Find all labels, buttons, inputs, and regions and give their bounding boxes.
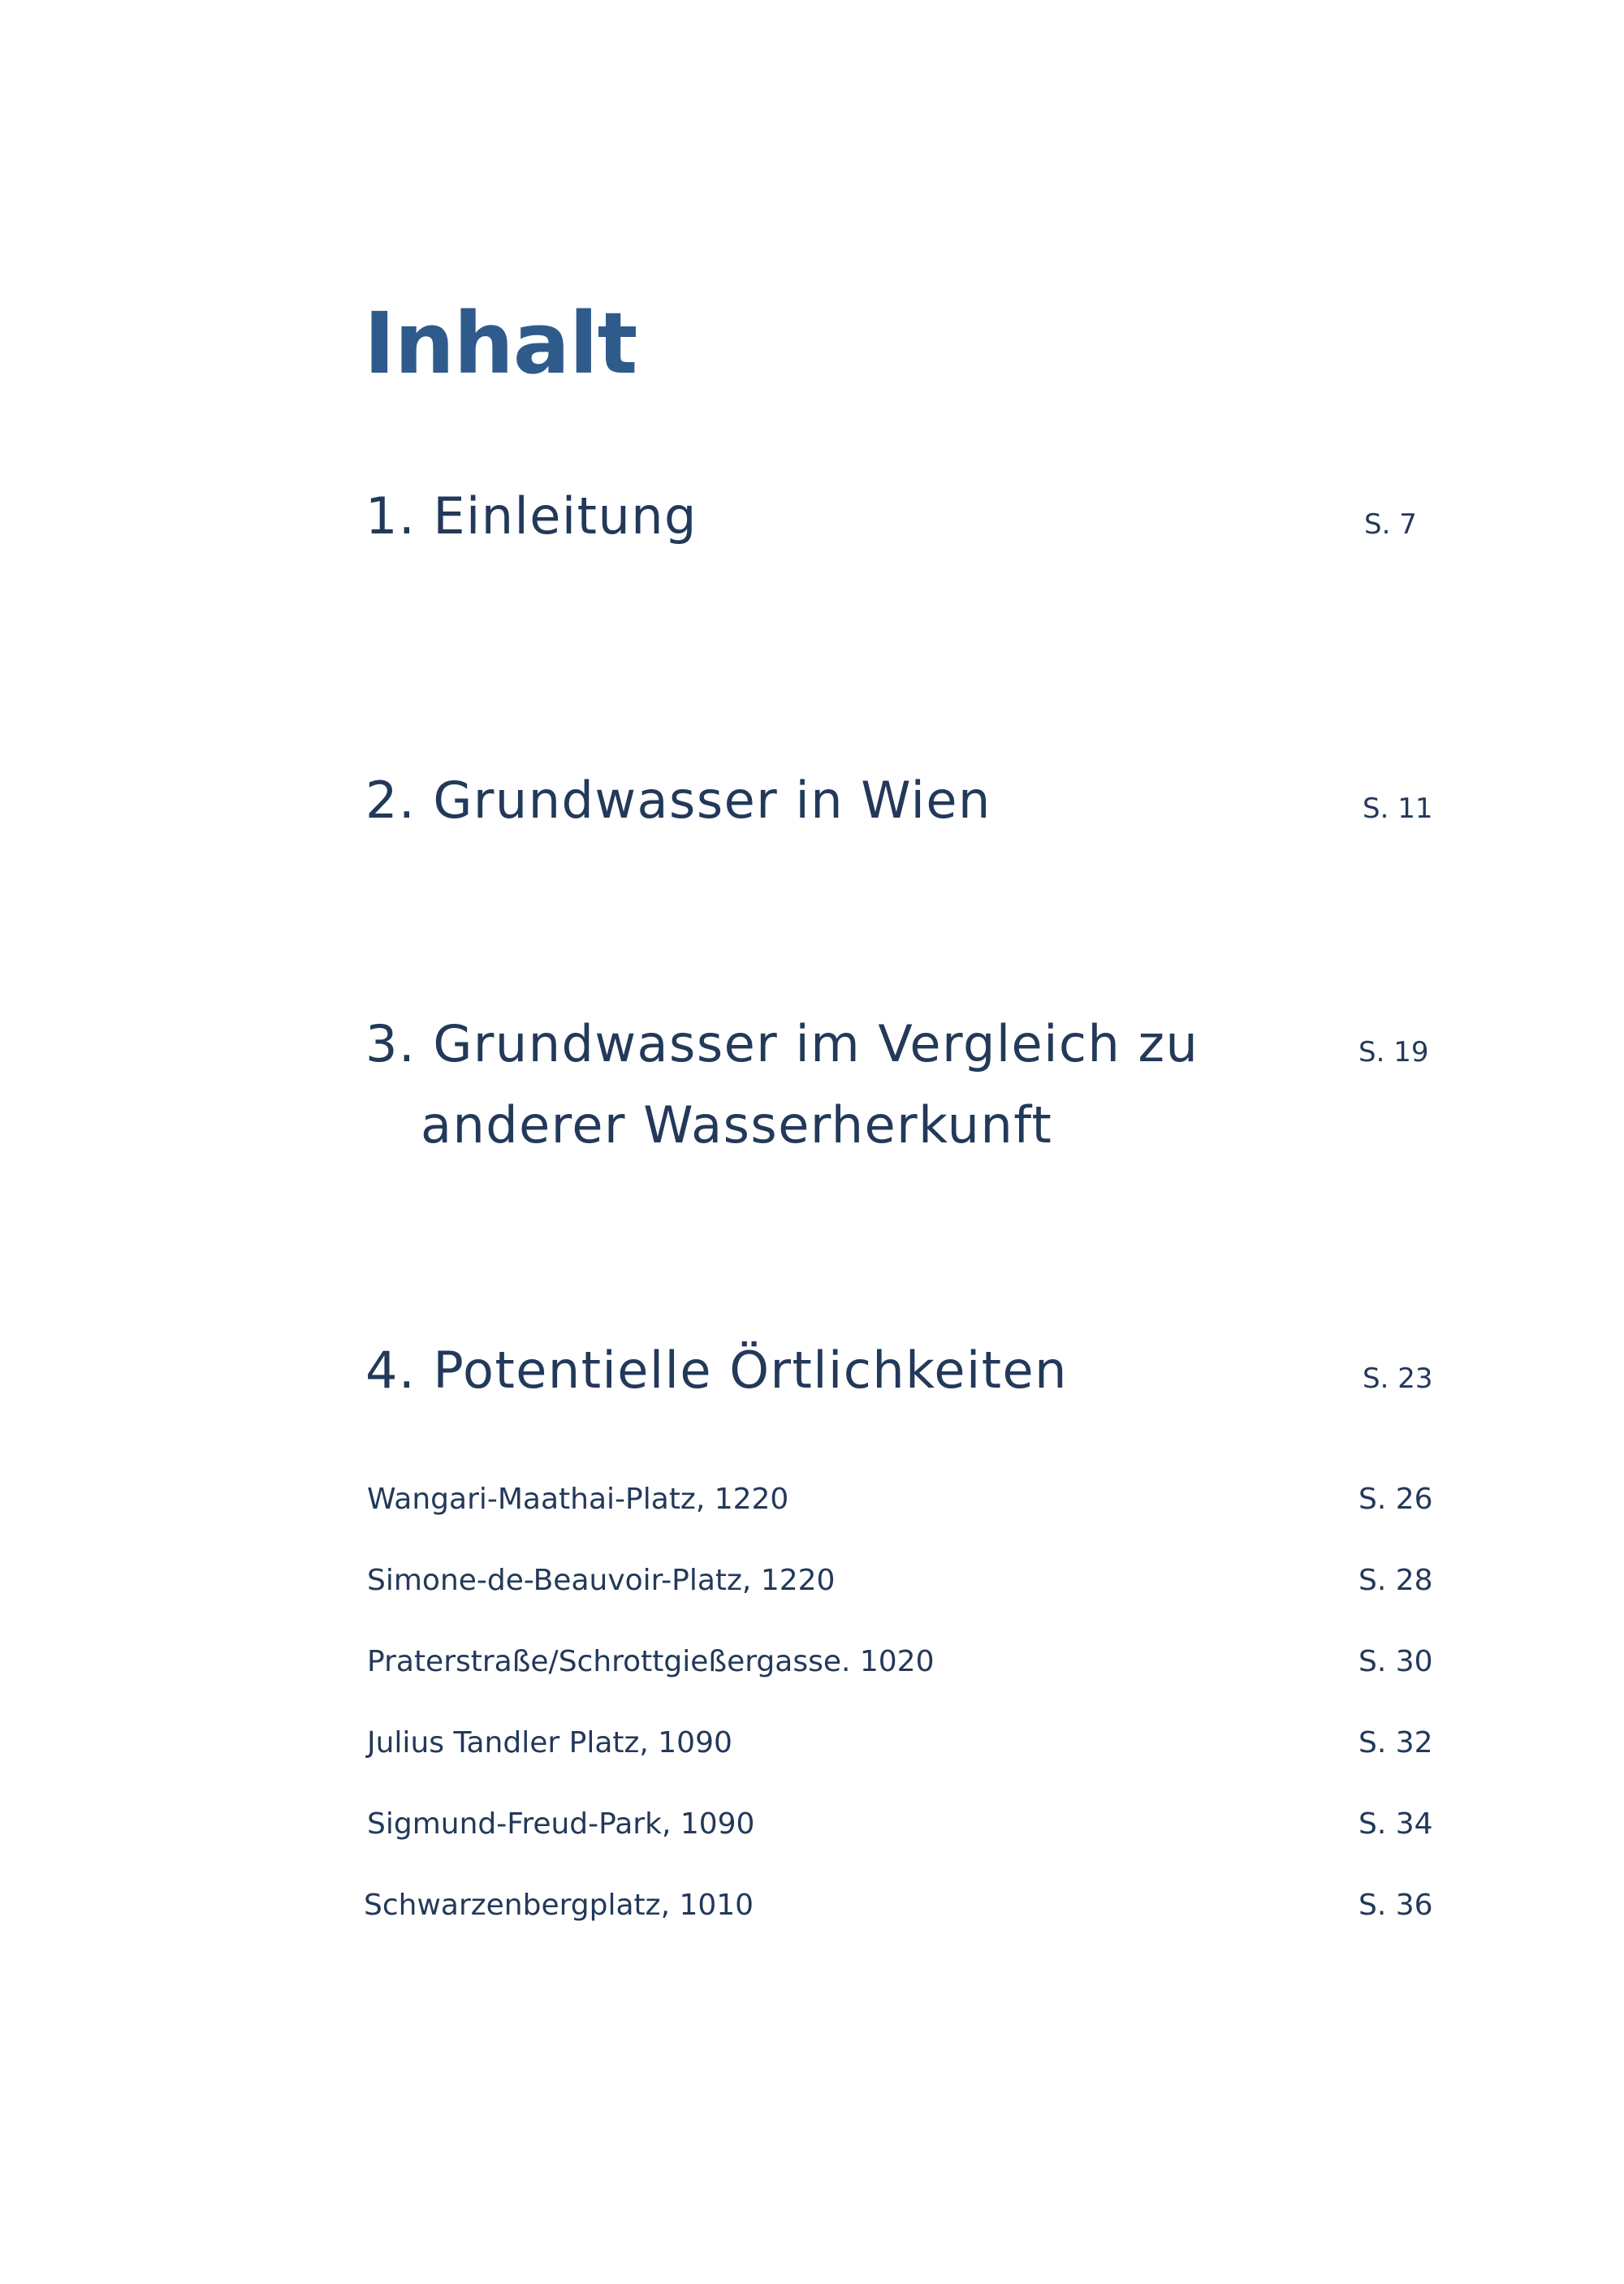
toc-chapter-3-title-line1: 3. Grundwasser im Vergleich zu bbox=[365, 1014, 1199, 1073]
toc-location-praterstrasse[interactable]: Praterstraße/Schrottgießergasse. 1020 bbox=[367, 1645, 935, 1678]
toc-location-schwarzenbergplatz[interactable]: Schwarzenbergplatz, 1010 bbox=[364, 1889, 754, 1922]
toc-chapter-3-page: S. 19 bbox=[1358, 1036, 1429, 1069]
toc-location-3-page: S. 30 bbox=[1358, 1645, 1433, 1678]
toc-chapter-4-page: S. 23 bbox=[1363, 1362, 1433, 1395]
toc-chapter-4-title[interactable]: 4. Potentielle Örtlichkeiten bbox=[365, 1341, 1068, 1400]
toc-location-2-page: S. 28 bbox=[1358, 1564, 1433, 1597]
toc-location-6-page: S. 36 bbox=[1358, 1889, 1433, 1922]
toc-location-wangari-maathai-platz[interactable]: Wangari-Maathai-Platz, 1220 bbox=[367, 1483, 789, 1516]
toc-chapter-1-page: S. 7 bbox=[1364, 508, 1417, 541]
toc-chapter-3-title-line2: anderer Wasserherkunft bbox=[421, 1095, 1053, 1155]
toc-location-1-page: S. 26 bbox=[1358, 1483, 1433, 1516]
toc-location-simone-de-beauvoir-platz[interactable]: Simone-de-Beauvoir-Platz, 1220 bbox=[367, 1564, 836, 1597]
toc-location-5-page: S. 34 bbox=[1358, 1807, 1433, 1841]
page-title: Inhalt bbox=[364, 294, 637, 393]
toc-chapter-2-title[interactable]: 2. Grundwasser in Wien bbox=[365, 771, 991, 830]
toc-location-4-page: S. 32 bbox=[1358, 1726, 1433, 1759]
toc-chapter-1-title[interactable]: 1. Einleitung bbox=[365, 486, 698, 546]
toc-chapter-3-title[interactable] bbox=[365, 1004, 1199, 1166]
toc-location-julius-tandler-platz[interactable]: Julius Tandler Platz, 1090 bbox=[367, 1726, 732, 1759]
toc-location-sigmund-freud-park[interactable]: Sigmund-Freud-Park, 1090 bbox=[367, 1807, 755, 1841]
toc-chapter-2-page: S. 11 bbox=[1363, 792, 1433, 825]
